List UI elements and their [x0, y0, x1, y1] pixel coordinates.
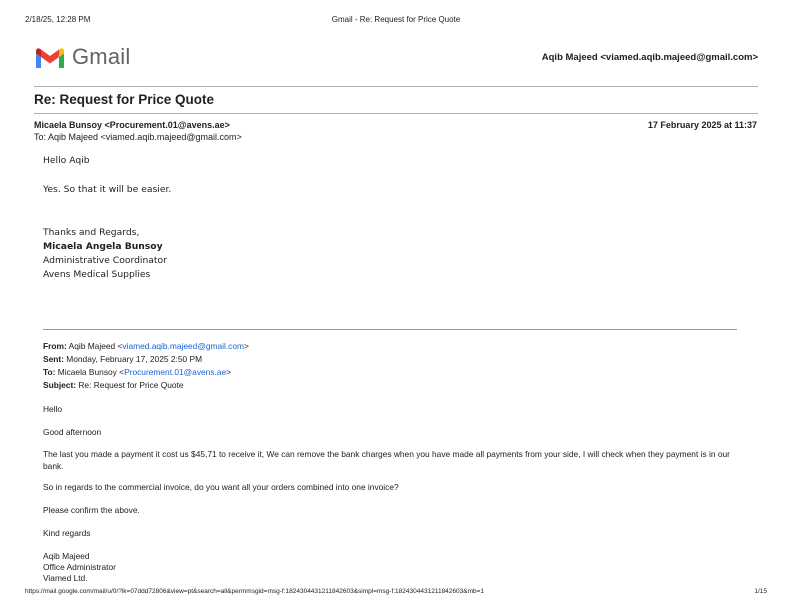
signature-name: Micaela Angela Bunsoy [43, 241, 163, 252]
quoted-subject-value: Re: Request for Price Quote [78, 380, 184, 390]
quoted-to-name: Micaela Bunsoy < [57, 367, 125, 377]
email-subject: Re: Request for Price Quote [34, 92, 215, 107]
gmail-wordmark: Gmail [72, 44, 131, 69]
gmail-m-icon [34, 46, 66, 70]
quoted-subject [43, 380, 184, 390]
account-email: Aqib Majeed <viamed.aqib.majeed@gmail.com> [541, 52, 758, 63]
quoted-to-close: > [226, 367, 232, 377]
quoted-to-label: To: [43, 367, 56, 377]
quote-divider [43, 329, 737, 330]
quoted-from-label: From: [43, 341, 67, 351]
quoted-paragraph: The last you made a payment it cost us $45,71 to receive it, We can remove the bank charges when you have made all payments from your side, I will check when they payment is in our bank. [43, 449, 730, 471]
quoted-to [43, 367, 231, 377]
footer-url: https://mail.google.com/mail/u/0/?ik=07ddd72806&view=pt&search=all&permmsgid=msg-f:1824304431211842603&simpl=msg-f:1824304431211842603&mb=1 [25, 588, 485, 595]
quoted-signature-title: Office Administrator [43, 562, 116, 572]
quoted-from-close: > [244, 341, 249, 351]
quoted-signature-company: Viamed Ltd. [43, 573, 88, 583]
message-from: Micaela Bunsoy <Procurement.01@avens.ae> [34, 120, 230, 130]
quoted-sent-value: Monday, February 17, 2025 2:50 PM [66, 354, 203, 364]
message-to: To: Aqib Majeed <viamed.aqib.majeed@gmail.com> [34, 132, 242, 142]
quoted-from-name: Aqib Majeed < [68, 341, 123, 351]
quoted-from-email-link[interactable]: viamed.aqib.majeed@gmail.com [122, 341, 245, 351]
signature-title: Administrative Coordinator [43, 255, 167, 266]
footer-page-number: 1/15 [754, 588, 767, 595]
message-greeting: Hello Aqib [43, 155, 90, 166]
message-signoff: Thanks and Regards, [43, 227, 140, 238]
quoted-signature-name: Aqib Majeed [43, 551, 90, 561]
quoted-to-email-link[interactable]: Procurement.01@avens.ae [124, 367, 227, 377]
divider [34, 86, 758, 87]
print-title: Gmail - Re: Request for Price Quote [331, 15, 461, 24]
print-date: 2/18/25, 12:28 PM [25, 15, 91, 24]
quoted-paragraph: Kind regards [43, 528, 91, 538]
quoted-from [43, 341, 249, 351]
quoted-sent-label: Sent: [43, 354, 64, 364]
quoted-paragraph: Good afternoon [43, 427, 102, 437]
message-date: 17 February 2025 at 11:37 [647, 120, 757, 130]
quoted-sent [43, 354, 202, 364]
quoted-paragraph: Hello [43, 404, 63, 414]
quoted-subject-label: Subject: [43, 380, 77, 390]
message-text: Yes. So that it will be easier. [43, 184, 172, 195]
divider [34, 113, 758, 114]
quoted-paragraph: So in regards to the commercial invoice, do you want all your orders combined into one invoice? [43, 482, 399, 492]
quoted-paragraph: Please confirm the above. [43, 505, 140, 515]
signature-company: Avens Medical Supplies [43, 269, 151, 280]
